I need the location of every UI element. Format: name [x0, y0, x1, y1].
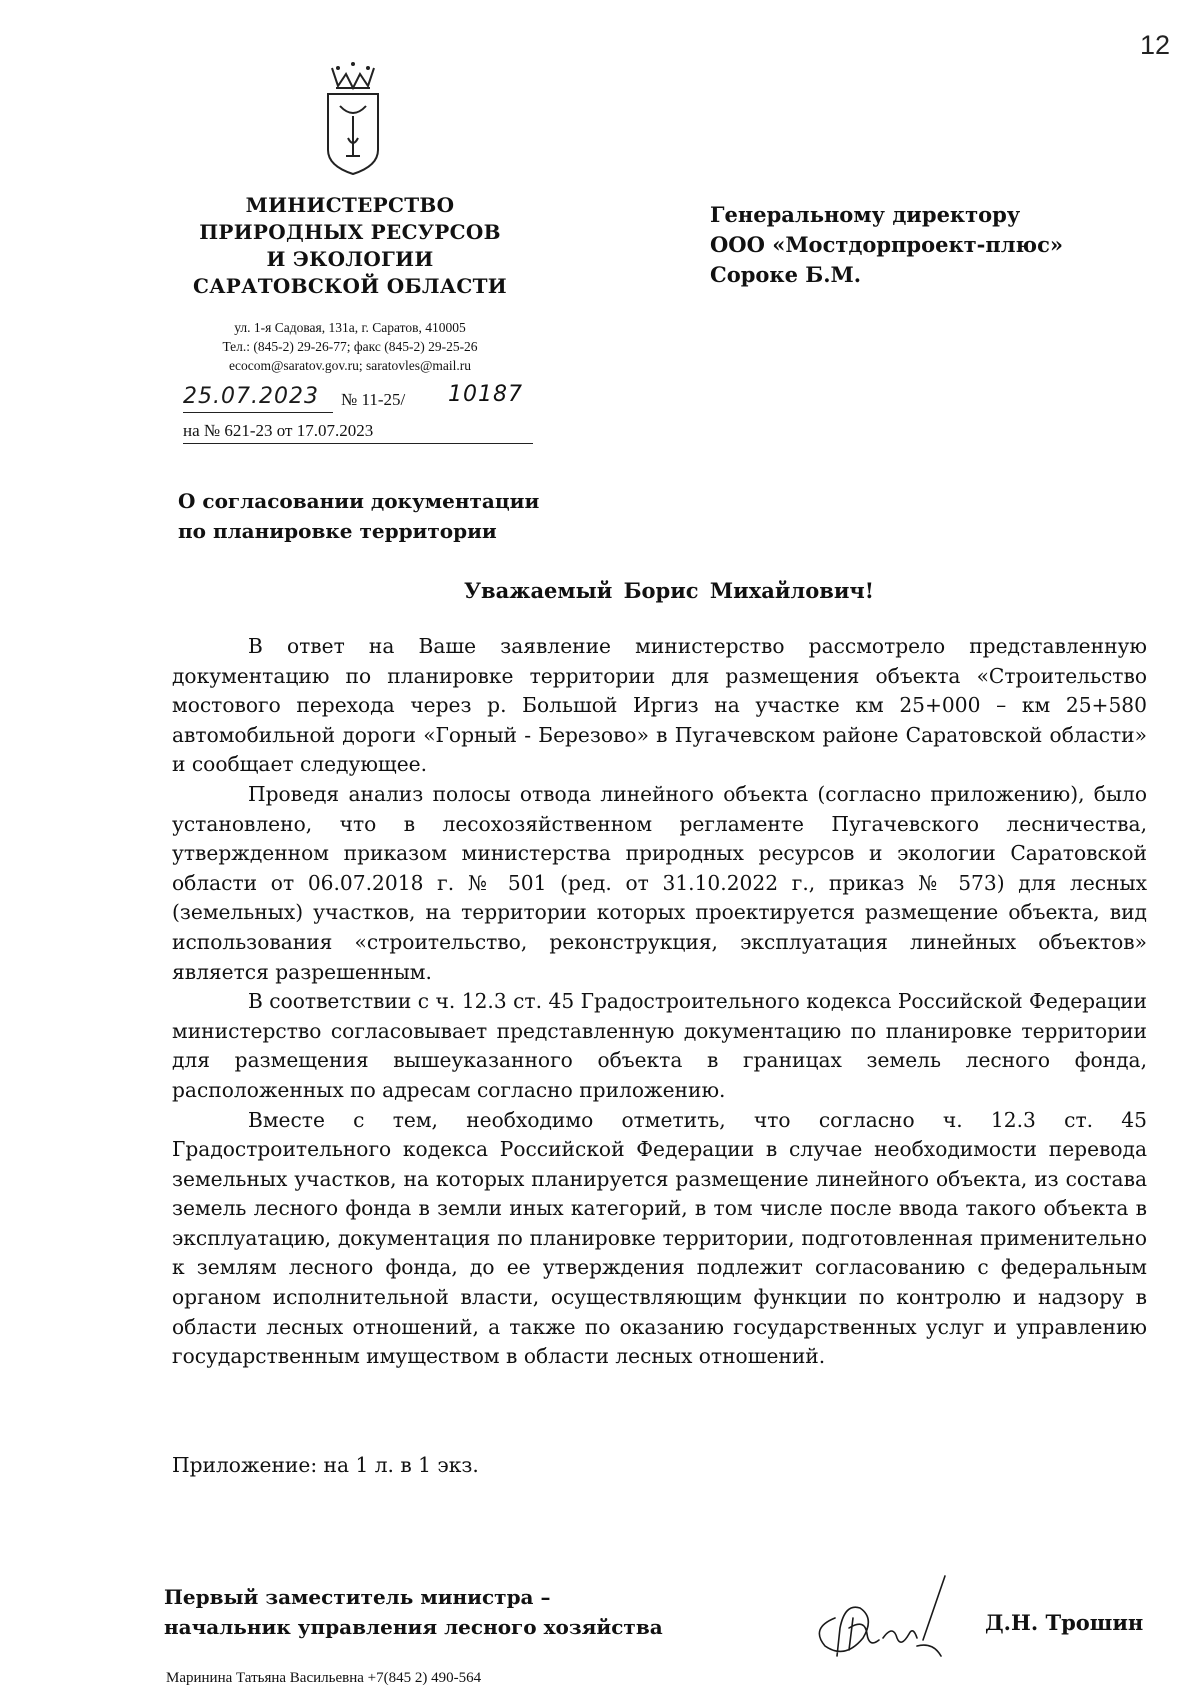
recipient-line: Сороке Б.М. [710, 262, 862, 287]
body-paragraph: Проведя анализ полосы отвода линейного объекта (согласно приложению), было установлено, что в лесохозяйственном регламенте Пугачевского лесничества, утвержденном приказом министерства природных ресурсов и экологии Саратовской области от 06.07.2018 г. № 501 (ред. от 31.10.2022 г., приказ № 573) для лесных (земельных) участков, на территории которых проектируется размещение объекта, вид использования «строительство, реконструкция, эксплуатация линейных объектов» является разрешенным. [172, 781, 1147, 984]
subject-line: О согласовании документации [178, 489, 540, 513]
handwritten-signature [805, 1568, 955, 1668]
ministry-address [160, 318, 540, 375]
address-line: ул. 1-я Садовая, 131а, г. Саратов, 410005 [234, 320, 466, 335]
executor-contact: Маринина Татьяна Васильевна +7(845 2) 490-564 [166, 1670, 482, 1686]
in-reply-to: на № 621-23 от 17.07.2023 [183, 421, 533, 444]
registration-number-label: № 11-25/ [341, 390, 406, 409]
page-number: 12 [1140, 30, 1171, 60]
body-paragraph: В соответствии с ч. 12.3 ст. 45 Градостроительного кодекса Российской Федерации министерство согласовывает представленную документацию по планировке территории для размещения вышеуказанного объекта в границах земель лесного фонда, расположенных по адресам согласно приложению. [172, 989, 1147, 1102]
body-paragraph: Вместе с тем, необходимо отметить, что согласно ч. 12.3 ст. 45 Градостроительного кодекса Российской Федерации в случае необходимости перевода земельных участков, на которых планируется размещение линейного объекта, из состава земель лесного фонда в земли иных категорий, в том числе после ввода такого объекта в эксплуатацию, документация по планировке территории, подготовленная применительно к землям лесного фонда, до ее утверждения подлежит согласованию с федеральным органом исполнительной власти, осуществляющим функции по контролю и надзору в области лесных отношений, а также по оказанию государственных услуг и управлению государственным имуществом в области лесных отношений. [172, 1107, 1147, 1369]
salutation: Уважаемый Борис Михайлович! [464, 578, 874, 603]
body-paragraph: В ответ на Ваше заявление министерство рассмотрело представленную документацию по планировке территории для размещения объекта «Строительство мостового перехода через р. Большой Иргиз на участке км 25+000 – км 25+580 автомобильной дороги «Горный - Березово» в Пугачевском районе Саратовской области» и сообщает следующее. [172, 634, 1147, 777]
letter-body [172, 632, 1147, 1372]
coat-of-arms-emblem [318, 58, 388, 178]
ministry-line: МИНИСТЕРСТВО [245, 193, 455, 217]
registration-number: 10187 [448, 382, 523, 407]
signatory-title-line: начальник управления лесного хозяйства [164, 1615, 663, 1639]
ministry-line: ПРИРОДНЫХ РЕСУРСОВ [199, 220, 501, 244]
signatory-name: Д.Н. Трошин [985, 1610, 1144, 1635]
signatory-title [164, 1582, 724, 1642]
ministry-line: САРАТОВСКОЙ ОБЛАСТИ [192, 274, 508, 298]
subject-line: по планировке территории [178, 519, 497, 543]
signatory-title-line: Первый заместитель министра – [164, 1585, 551, 1609]
address-line: Тел.: (845-2) 29-26-77; факс (845-2) 29-25-26 [222, 339, 478, 354]
recipient-line: ООО «Мостдорпроект-плюс» [710, 232, 1063, 257]
attachment-note: Приложение: на 1 л. в 1 экз. [172, 1453, 479, 1477]
registration-line [183, 384, 553, 416]
registration-date: 25.07.2023 [183, 384, 333, 413]
recipient-block [710, 200, 1110, 290]
address-line: ecocom@saratov.gov.ru; saratovles@mail.ru [228, 358, 472, 373]
ministry-line: И ЭКОЛОГИИ [266, 247, 434, 271]
recipient-line: Генеральному директору [710, 202, 1021, 227]
subject-heading [178, 486, 598, 546]
ministry-name [180, 192, 520, 300]
